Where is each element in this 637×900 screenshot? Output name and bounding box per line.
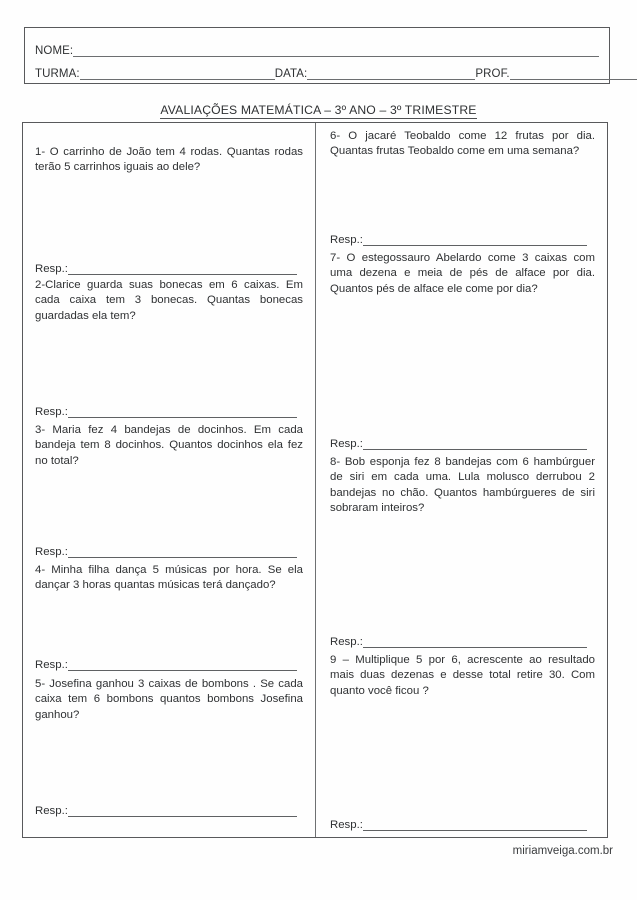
answer-line-7[interactable] [330,436,593,451]
answer-line-8[interactable] [330,634,593,649]
answer-label-7: Resp.: [330,438,363,450]
answer-rule-5[interactable] [68,805,297,817]
turma-label: TURMA: [35,68,80,80]
question-7: 7- O estegossauro Abelardo come 3 caixas com uma dezena e meia de pés de alface por dia. Quantos pés de alface ele come por dia? [330,252,595,295]
nome-input-line[interactable] [73,45,599,57]
answer-line-6[interactable] [330,232,593,247]
right-question-column [315,123,607,837]
answer-line-3[interactable] [35,544,303,559]
site-credit: miriamveiga.com.br [512,845,613,857]
answer-line-9[interactable] [330,817,593,832]
data-input-line[interactable] [307,68,475,80]
answer-rule-9[interactable] [363,819,587,831]
answer-rule-8[interactable] [363,636,587,648]
turma-input-line[interactable] [80,68,275,80]
question-8: 8- Bob esponja fez 8 bandejas com 6 hambúrguer de siri em cada uma. Lula molusco derrubou 2 bandejas no chão. Quantos hambúrgueres de siri sobraram inteiros? [330,456,595,515]
question-6: 6- O jacaré Teobaldo come 12 frutas por dia. Quantas frutas Teobaldo come em uma semana? [330,130,595,158]
answer-rule-7[interactable] [363,438,587,450]
answer-rule-6[interactable] [363,234,587,246]
answer-rule-2[interactable] [68,406,297,418]
question-2: 2-Clarice guarda suas bonecas em 6 caixas. Em cada caixa tem 3 bonecas. Quantas bonecas guardadas ela tem? [35,279,303,322]
answer-label-5: Resp.: [35,805,68,817]
question-5: 5- Josefina ganhou 3 caixas de bombons . Se cada caixa tem 6 bombons quantos bombons Josefina ganhou? [35,678,303,721]
answer-rule-3[interactable] [68,546,297,558]
page-title [0,103,637,117]
answer-label-9: Resp.: [330,819,363,831]
answer-line-5[interactable] [35,803,303,818]
page-title-text: AVALIAÇÕES MATEMÁTICA – 3º ANO – 3º TRIMESTRE [160,103,477,117]
nome-field-row [35,35,599,58]
answer-label-1: Resp.: [35,263,68,275]
question-1: 1- O carrinho de João tem 4 rodas. Quantas rodas terão 5 carrinhos iguais ao dele? [35,146,303,174]
left-question-column [23,123,315,837]
exam-questions-box [22,122,608,838]
question-3: 3- Maria fez 4 bandejas de docinhos. Em cada bandeja tem 8 docinhos. Quantos docinhos ela fez no total? [35,424,303,467]
prof-label: PROF. [475,68,510,80]
answer-label-2: Resp.: [35,406,68,418]
answer-label-4: Resp.: [35,659,68,671]
question-9: 9 – Multiplique 5 por 6, acrescente ao resultado mais duas dezenas e desse total retire 30. Com quanto você ficou ? [330,654,595,697]
nome-label: NOME: [35,45,74,57]
question-4: 4- Minha filha dança 5 músicas por hora. Se ela dançar 3 horas quantas músicas terá dançado? [35,564,303,592]
answer-line-1[interactable] [35,261,303,276]
answer-rule-1[interactable] [68,263,297,275]
answer-label-3: Resp.: [35,546,68,558]
data-label: DATA: [274,68,308,80]
answer-rule-4[interactable] [68,659,297,671]
turma-data-prof-field-row [35,58,599,81]
student-identification-box [24,27,610,84]
answer-line-4[interactable] [35,657,303,672]
prof-input-line[interactable] [510,68,637,80]
answer-label-6: Resp.: [330,234,363,246]
answer-line-2[interactable] [35,404,303,419]
answer-label-8: Resp.: [330,636,363,648]
